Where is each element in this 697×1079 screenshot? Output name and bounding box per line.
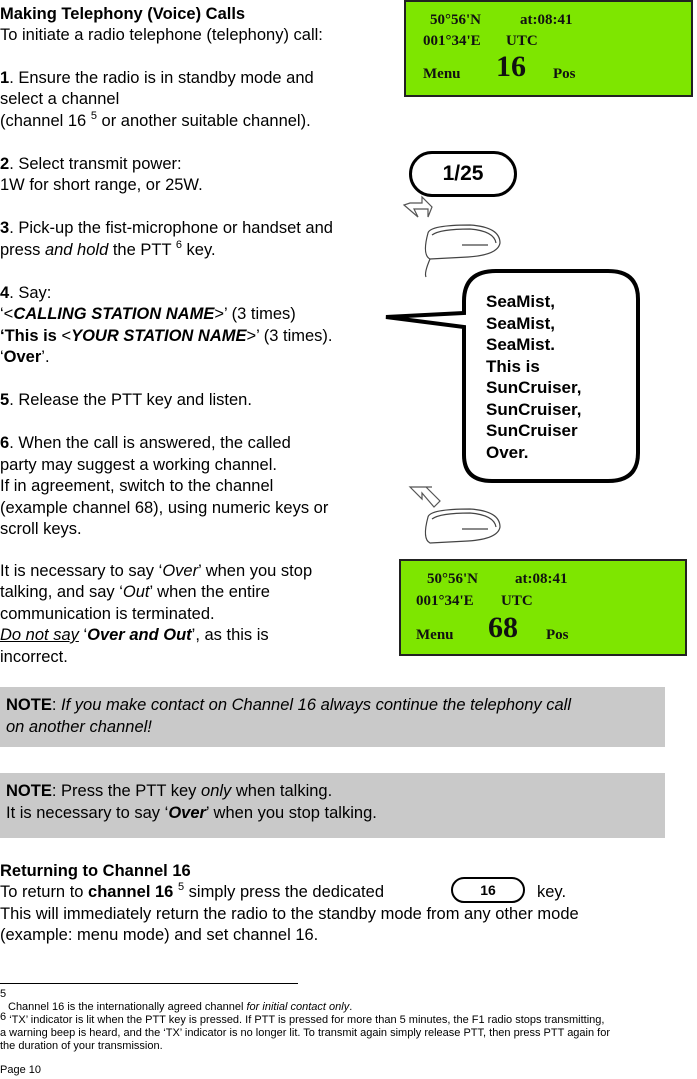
bubble-line: SunCruiser, — [486, 378, 582, 397]
bubble-line: SunCruiser — [486, 421, 578, 440]
intro-text: To initiate a radio telephone (telephony) call: — [0, 26, 323, 44]
bubble-line: SeaMist, — [486, 292, 555, 311]
note1-line-1: NOTE: If you make contact on Channel 16 always continue the telephony call — [6, 696, 572, 714]
note2-line-1: NOTE: Press the PTT key only when talking. — [6, 782, 333, 800]
note1-line-2: on another channel! — [6, 718, 152, 736]
channel-16-key-button[interactable]: 16 — [451, 877, 525, 903]
lcd1-menu: Menu — [423, 66, 461, 82]
footnote-6: 6 ‘TX’ indicator is lit when the PTT key is pressed. If PTT is pressed for more than 5 minutes, the F1 radio stops transmitting, a warning beep is heard, and the ‘TX’ indicator is no longer lit. To transmit again simply release PTT, then press PTT again for the duration of your transmission. — [0, 1011, 610, 1052]
lcd1-longitude: 001°34'E — [423, 33, 481, 49]
step-2-line-1: 2. Select transmit power: — [0, 155, 182, 173]
returning-line-2: This will immediately return the radio to the standby mode from any other mode — [0, 905, 579, 923]
step-3-line-2: press and hold the PTT $^6$ key. — [0, 239, 216, 259]
lcd1-time: at:08:41 — [520, 12, 573, 28]
step-4-line-2: ‘<CALLING STATION NAME>’ (3 times) — [0, 305, 296, 323]
lcd2-latitude: 50°56'N — [427, 571, 478, 587]
lcd2-menu: Menu — [416, 627, 454, 643]
returning-line-1: To return to channel 16 $^5$ simply press the dedicated — [0, 881, 384, 901]
step-1-line-3: (channel 16 $^5$ or another suitable channel). — [0, 110, 311, 130]
footnote-divider — [0, 983, 298, 984]
step-6-line-5: scroll keys. — [0, 520, 82, 538]
page-number: Page 10 — [0, 1064, 41, 1076]
step-6-line-3: If in agreement, switch to the channel — [0, 477, 274, 495]
over-para-line-5: incorrect. — [0, 648, 68, 666]
lcd1-pos: Pos — [553, 66, 576, 82]
channel-counter-badge: 1/25 — [409, 151, 517, 197]
bubble-line: SeaMist. — [486, 335, 555, 354]
bubble-line: SunCruiser, — [486, 399, 582, 419]
step-1-line-1: 1. Ensure the radio is in standby mode and — [0, 69, 314, 87]
step-4-line-3: ‘This is <YOUR STATION NAME>’ (3 times). — [0, 327, 333, 345]
step-3-line-1: 3. Pick-up the fist-microphone or handset and — [0, 219, 333, 237]
step-6-line-4: (example channel 68), using numeric keys or — [0, 499, 329, 517]
step-4-line-4: ‘Over’. — [0, 348, 50, 366]
bubble-line: SeaMist, — [486, 313, 555, 333]
footnote-5: 5 Channel 16 is the internationally agreed channel for initial contact only. — [0, 988, 353, 1013]
step-6-line-1: 6. When the call is answered, the called — [0, 434, 291, 452]
arrow-up-left-icon — [410, 487, 440, 507]
arrow-down-right-icon — [404, 197, 432, 217]
note-box-ptt — [0, 773, 665, 838]
lcd1-latitude: 50°56'N — [430, 12, 481, 28]
bubble-line: Over. — [486, 442, 529, 462]
bubble-line: This is — [486, 356, 540, 376]
lcd1-utc: UTC — [506, 33, 538, 49]
lcd2-channel: 68 — [488, 611, 518, 644]
note2-line-2: It is necessary to say ‘Over’ when you stop talking. — [6, 804, 377, 822]
lcd-display-ch16 — [404, 0, 693, 97]
microphone-icon — [425, 225, 500, 277]
microphone-icon — [425, 509, 500, 543]
lcd2-time: at:08:41 — [515, 571, 568, 587]
step-6-line-2: party may suggest a working channel. — [0, 456, 277, 474]
returning-key-word: key. — [537, 883, 567, 901]
over-para-line-2: talking, and say ‘Out’ when the entire — [0, 583, 270, 601]
over-para-line-1: It is necessary to say ‘Over’ when you stop — [0, 562, 313, 580]
lcd2-pos: Pos — [546, 627, 569, 643]
over-para-line-3: communication is terminated. — [0, 605, 215, 623]
lcd-display-ch68 — [399, 559, 687, 656]
returning-line-3: (example: menu mode) and set channel 16. — [0, 926, 319, 944]
step-5-line-1: 5. Release the PTT key and listen. — [0, 391, 252, 409]
step-2-line-2: 1W for short range, or 25W. — [0, 176, 203, 194]
lcd2-longitude: 001°34'E — [416, 593, 474, 609]
over-para-line-4: Do not say ‘Over and Out’, as this is — [0, 626, 269, 644]
lcd2-utc: UTC — [501, 593, 533, 609]
page-heading: Making Telephony (Voice) Calls — [0, 5, 246, 23]
note-box-channel16 — [0, 687, 665, 747]
step-4-line-1: 4. Say: — [0, 284, 52, 302]
returning-heading: Returning to Channel 16 — [0, 862, 191, 880]
bubble-text — [486, 291, 581, 463]
lcd1-channel: 16 — [496, 50, 526, 83]
step-1-line-2: select a channel — [0, 90, 120, 108]
